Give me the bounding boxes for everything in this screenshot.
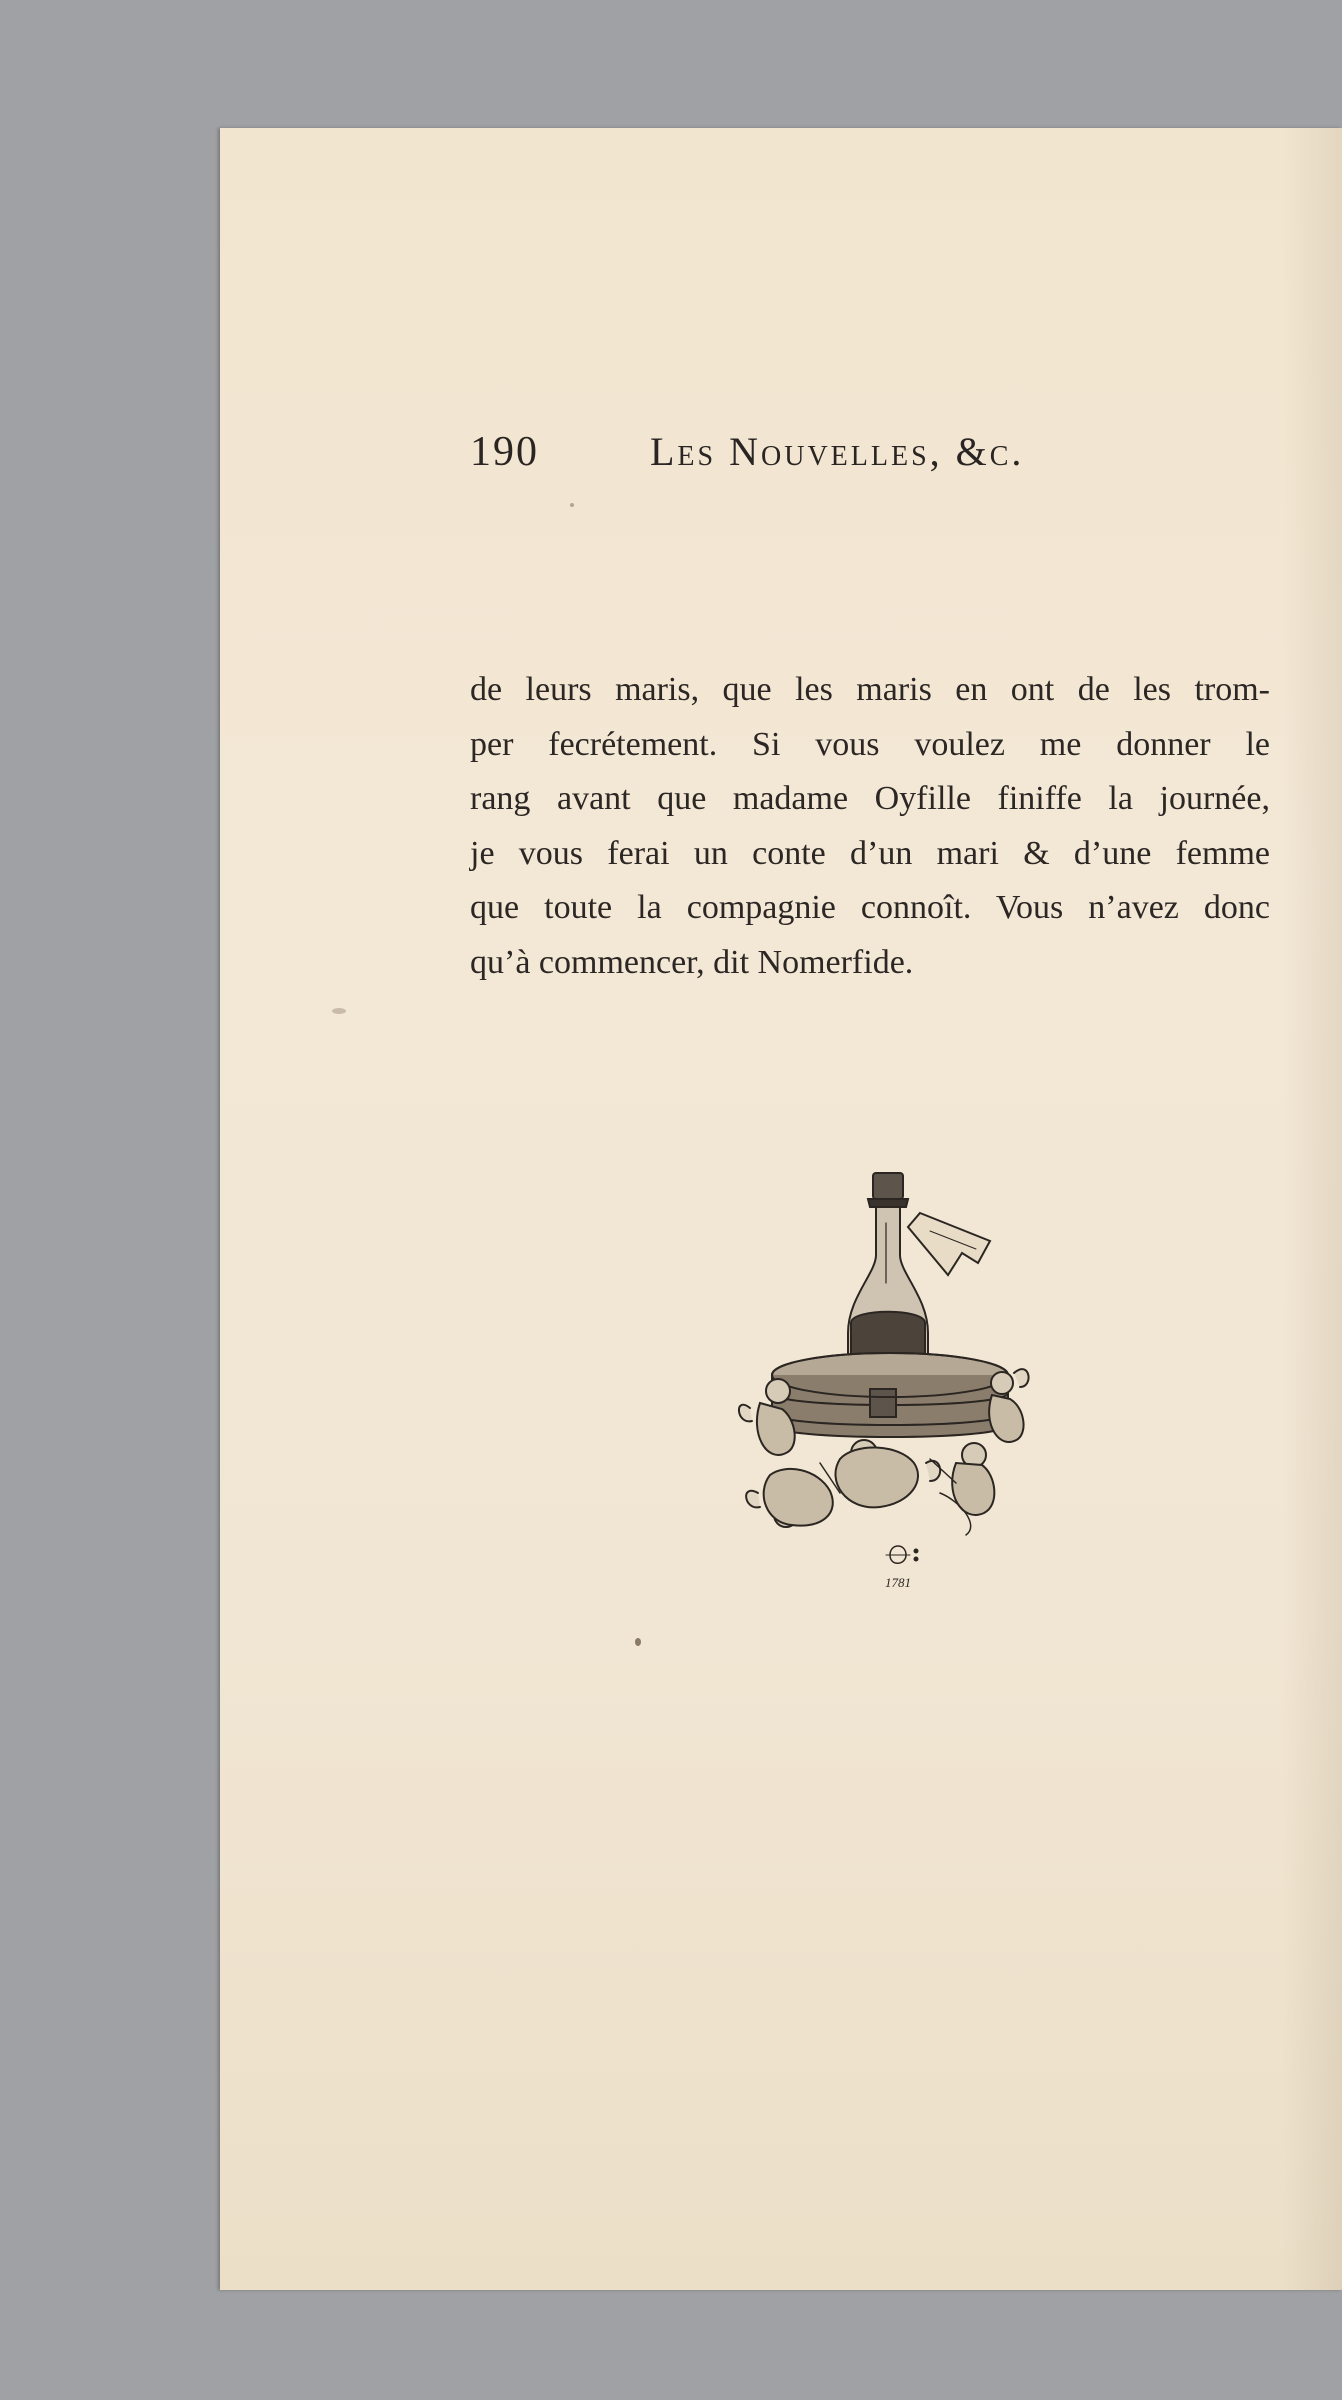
book-page	[220, 128, 1342, 2290]
text-line: rang avant que madame Oyfille finiffe la journée,	[470, 780, 1270, 817]
text-line: qu’à commencer, dit Nomerfide.	[470, 943, 914, 981]
body-text	[470, 663, 1270, 990]
text-line: je vous ferai un conte d’un mari & d’une femme	[470, 834, 1270, 872]
paper-speck	[570, 503, 574, 507]
decorative-vignette	[730, 1163, 1050, 1603]
paper-speck	[332, 1008, 346, 1014]
paper-speck	[635, 1638, 641, 1646]
text-line: de leurs maris, que les maris en ont de les trom-	[470, 671, 1270, 708]
running-title: Les Nouvelles, &c.	[650, 429, 1025, 474]
page-number: 190	[470, 429, 539, 475]
vignette-date: 1781	[885, 1575, 911, 1590]
running-head	[470, 428, 1290, 488]
text-line: que toute la compagnie connoît. Vous n’avez donc	[470, 889, 1270, 926]
text-line: per fecrétement. Si vous voulez me donner le	[470, 725, 1270, 763]
